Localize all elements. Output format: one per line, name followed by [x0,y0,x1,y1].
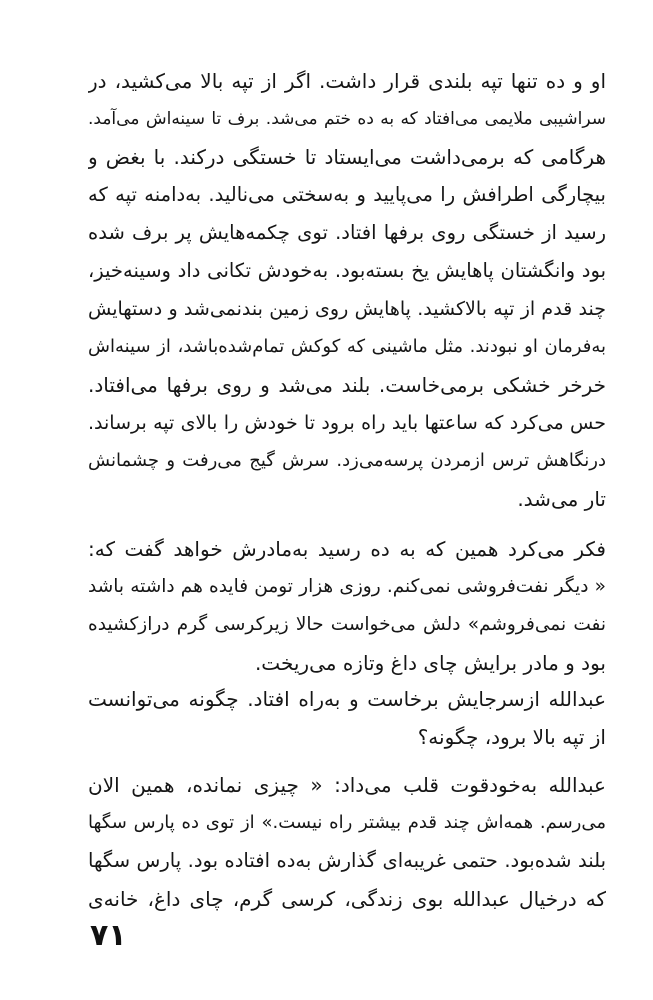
text-line: « دیگر نفت‌فروشی نمی‌کنم. روزی هزار تومن فایده هم داشته باشد [88,576,606,597]
paragraph-4 [88,766,606,918]
text-line: از تپه بالا برود، چگونه؟ [417,725,606,749]
paragraph-3 [88,680,606,756]
text-line: بلند شده‌بود. حتمی غریبه‌ای گذارش به‌ده افتاده بود. پارس سگها [88,849,606,872]
text-line: خرخر خشکی برمی‌خاست. بلند می‌شد و روی برفها می‌افتاد. [88,373,606,397]
text-line: که درخیال عبدالله بوی زندگی، کرسی گرم، چای داغ، خانه‌ی [88,887,606,911]
text-line: عبدالله به‌خودقوت قلب می‌داد: « چیزی نمانده، همین الان [88,773,606,797]
text-line: هرگامی که برمی‌داشت می‌ایستاد تا خستگی درکند. با بغض و [88,145,606,169]
text-line: حس می‌کرد که ساعتها باید راه برود تا خودش را بالای تپه برساند. [88,412,606,434]
text-line: عبدالله ازسرجایش برخاست و به‌راه افتاد. چگونه می‌توانست [88,687,606,711]
text-line: بود و مادر برایش چای داغ وتازه می‌ریخت. [254,651,606,675]
text-line: بود وانگشتان پاهایش یخ بسته‌بود. به‌خودش تکانی داد وسینه‌خیز، [88,259,606,282]
text-line: تار می‌شد. [517,487,606,511]
text-line: به‌فرمان او نبودند. مثل ماشینی که کوکش تمام‌شده‌باشد، از سینه‌اش [88,336,606,357]
text-line: بیچارگی اطرافش را می‌پایید و به‌سختی می‌نالید. به‌دامنه تپه که [88,183,606,206]
page-number: ۷۱ [90,918,127,953]
text-line: چند قدم از تپه بالاکشید. پاهایش روی زمین بندنمی‌شد و دستهایش [88,298,606,320]
text-line: فکر می‌کرد همین که به ده رسید به‌مادرش خواهد گفت که: [88,537,606,561]
text-line: او و ده تنها تپه بلندی قرار داشت. اگر از تپه بالا می‌کشید، در [88,69,606,93]
paragraph-1 [88,62,606,518]
text-line: درنگاهش ترس ازمردن پرسه‌می‌زد. سرش گیج می‌رفت و چشمانش [88,450,606,471]
text-line: رسید از خستگی روی برفها افتاد. توی چکمه‌هایش پر برف شده [88,221,606,244]
text-line: نفت نمی‌فروشم» دلش می‌خواست حالا زیرکرسی گرم درازکشیده [88,614,606,635]
paragraph-2 [88,530,606,682]
text-line: سراشیبی ملایمی می‌افتاد که به ده ختم می‌شد. برف تا سینه‌اش می‌آمد. [88,109,606,129]
text-line: می‌رسم. همه‌اش چند قدم بیشتر راه نیست.» از توی ده پارس سگها [88,812,606,833]
